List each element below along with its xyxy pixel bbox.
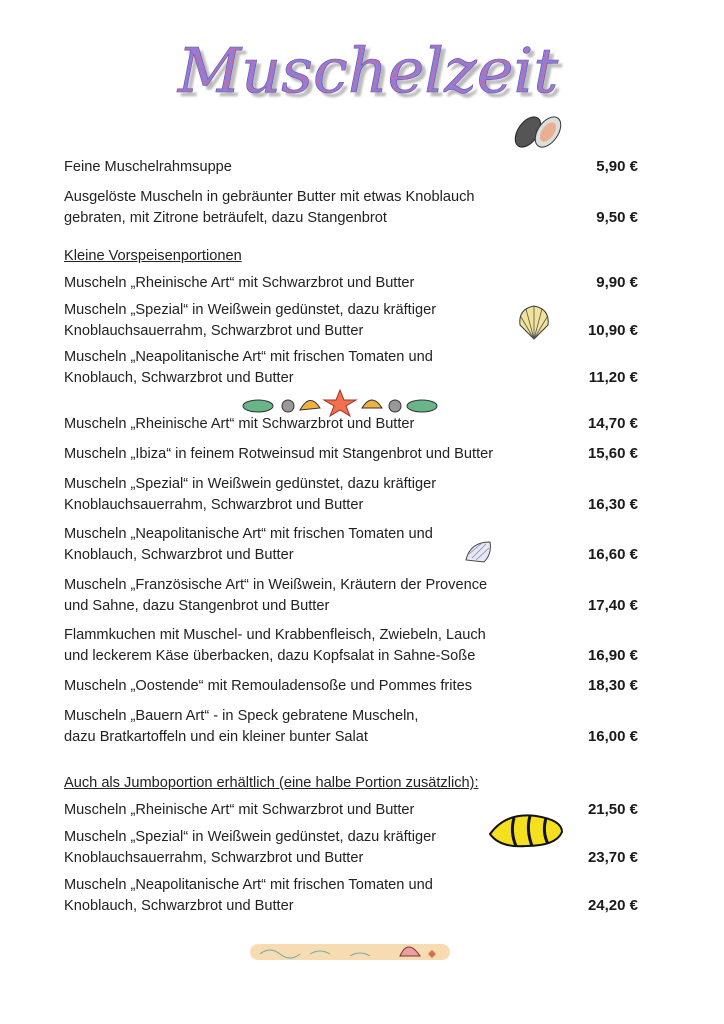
shells-starfish-divider-icon [240, 388, 440, 418]
menu-item [64, 625, 638, 666]
menu-item-price: 23,70 € [587, 848, 638, 866]
menu-item-price: 14,70 € [587, 415, 638, 432]
menu-item-price: 10,90 € [587, 321, 638, 339]
menu-item-price: 18,30 € [587, 677, 638, 694]
menu-item-price: 21,50 € [587, 801, 638, 818]
menu-item-price: 16,30 € [587, 495, 638, 513]
menu-item-price: 16,90 € [587, 646, 638, 664]
menu-item-description: Muscheln „Französische Art“ in Weißwein, Kräutern der Provence und Sahne, dazu Stangenbrot und Butter [64, 577, 488, 614]
menu-item-description: Flammkuchen mit Muschel- und Krabbenfleisch, Zwiebeln, Lauch und leckerem Käse überbacken, dazu Kopfsalat in Sahne-Soße [64, 627, 486, 664]
menu-item [64, 187, 638, 228]
mussel-icon [512, 108, 568, 152]
menu-item [64, 347, 638, 388]
menu-item-price: 17,40 € [587, 596, 638, 614]
menu-item-description: Muscheln „Neapolitanische Art“ mit frischen Tomaten und Knoblauch, Schwarzbrot und Butter [64, 349, 433, 386]
menu-item [64, 157, 638, 178]
menu-item-description: Muscheln „Rheinische Art“ mit Schwarzbrot und Butter [64, 275, 415, 291]
menu-item-price: 24,20 € [587, 896, 638, 914]
menu-item-description: Muscheln „Spezial“ in Weißwein gedünstet, dazu kräftiger Knoblauchsauerrahm, Schwarzbrot und Butter [64, 829, 437, 866]
menu-item [64, 474, 638, 515]
conch-shell-icon [464, 538, 494, 566]
menu-item-description: Ausgelöste Muscheln in gebräunter Butter mit etwas Knoblauch gebraten, mit Zitrone beträufelt, dazu Stangenbrot [64, 189, 475, 226]
menu-item [64, 676, 638, 697]
menu-item-description: Muscheln „Neapolitanische Art“ mit frischen Tomaten und Knoblauch, Schwarzbrot und Butter [64, 877, 433, 914]
menu-title: Muschelzeit [177, 34, 559, 107]
menu-item-price: 15,60 € [587, 445, 638, 462]
scallop-shell-icon [516, 303, 552, 341]
menu-item [64, 575, 638, 616]
menu-item-description: Muscheln „Bauern Art“ - in Speck gebratene Muscheln, dazu Bratkartoffeln und ein kleiner bunter Salat [64, 708, 419, 745]
menu-item-price: 11,20 € [588, 368, 638, 386]
menu-item-price: 9,90 € [596, 274, 638, 291]
spiral-shell-icon [486, 810, 566, 852]
section-heading: Auch als Jumboportion erhältlich (eine halbe Portion zusätzlich): [64, 775, 479, 791]
menu-item-description: Muscheln „Rheinische Art“ mit Schwarzbrot und Butter [64, 802, 415, 818]
menu-item-description: Muscheln „Ibiza“ in feinem Rotweinsud mit Stangenbrot und Butter [64, 446, 494, 462]
menu-item-price: 9,50 € [596, 208, 638, 226]
menu-title-logo [140, 30, 590, 110]
menu-item-description: Muscheln „Rheinische Art“ mit Schwarzbrot und Butter [64, 416, 415, 432]
menu-item-description: Muscheln „Neapolitanische Art“ mit frischen Tomaten und Knoblauch, Schwarzbrot und Butter [64, 526, 433, 563]
beach-border-icon [250, 938, 450, 964]
section-heading: Kleine Vorspeisenportionen [64, 248, 242, 264]
menu-item-description: Muscheln „Spezial“ in Weißwein gedünstet, dazu kräftiger Knoblauchsauerrahm, Schwarzbrot und Butter [64, 302, 437, 339]
menu-item [64, 444, 638, 465]
menu-item-price: 16,60 € [587, 545, 638, 563]
menu-item-description: Muscheln „Oostende“ mit Remouladensoße und Pommes frites [64, 678, 472, 694]
menu-item-price: 16,00 € [587, 727, 638, 745]
menu-item [64, 273, 638, 294]
menu-item [64, 875, 638, 916]
menu-item-description: Muscheln „Spezial“ in Weißwein gedünstet, dazu kräftiger Knoblauchsauerrahm, Schwarzbrot und Butter [64, 476, 437, 513]
menu-item [64, 524, 638, 565]
menu-item-description: Feine Muschelrahmsuppe [64, 159, 232, 175]
menu-item [64, 706, 638, 747]
menu-item-price: 5,90 € [596, 158, 638, 175]
